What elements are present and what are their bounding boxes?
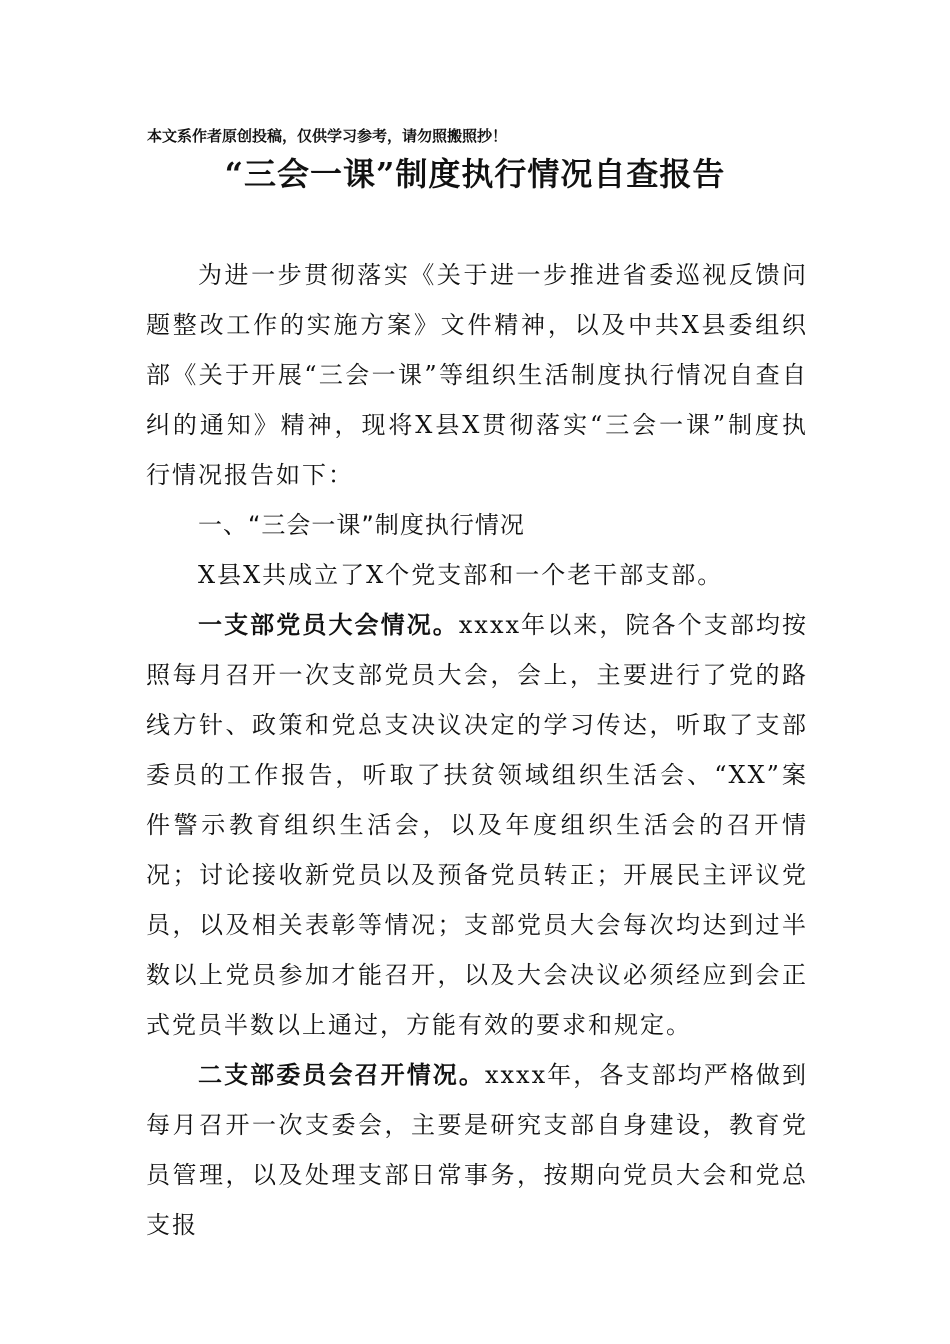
item-2-paragraph <box>146 1050 808 1250</box>
item-2-lead: 二支部委员会召开情况。 <box>198 1060 485 1089</box>
document-title: “三会一课”制度执行情况自查报告 <box>224 155 726 193</box>
item-1-paragraph <box>146 600 808 1050</box>
item-1-lead: 一支部党员大会情况。 <box>198 610 459 639</box>
section-summary-paragraph: X县X共成立了X个党支部和一个老干部支部。 <box>198 561 724 589</box>
item-1-text: xxxx年以来，院各个支部均按照每月召开一次支部党员大会，会上，主要进行了党的路线方针、政策和党总支决议决定的学习传达，听取了支部委员的工作报告，听取了扶贫领域组织生活会、“XX”案件警示教育组织生活会，以及年度组织生活会的召开情况；讨论接收新党员以及预备党员转正；开展民主评议党员，以及相关表彰等情况；支部党员大会每次均达到过半数以上党员参加才能召开，以及大会决议必须经应到会正式党员半数以上通过，方能有效的要求和规定。 <box>146 611 809 1039</box>
document-body <box>146 250 808 1250</box>
section-heading-1: 一、“三会一课”制度执行情况 <box>198 511 525 539</box>
item-2-text: xxxx年，各支部均严格做到每月召开一次支委会，主要是研究支部自身建设，教育党员管理，以及处理支部日常事务，按期向党员大会和党总支报 <box>146 1061 809 1239</box>
disclaimer-note: 本文系作者原创投稿，仅供学习参考，请勿照搬照抄！ <box>147 127 508 145</box>
intro-paragraph: 为进一步贯彻落实《关于进一步推进省委巡视反馈问题整改工作的实施方案》文件精神，以及中共X县委组织部《关于开展“三会一课”等组织生活制度执行情况自查自纠的通知》精神，现将X县X贯彻落实“三会一课”制度执行情况报告如下： <box>146 261 808 489</box>
